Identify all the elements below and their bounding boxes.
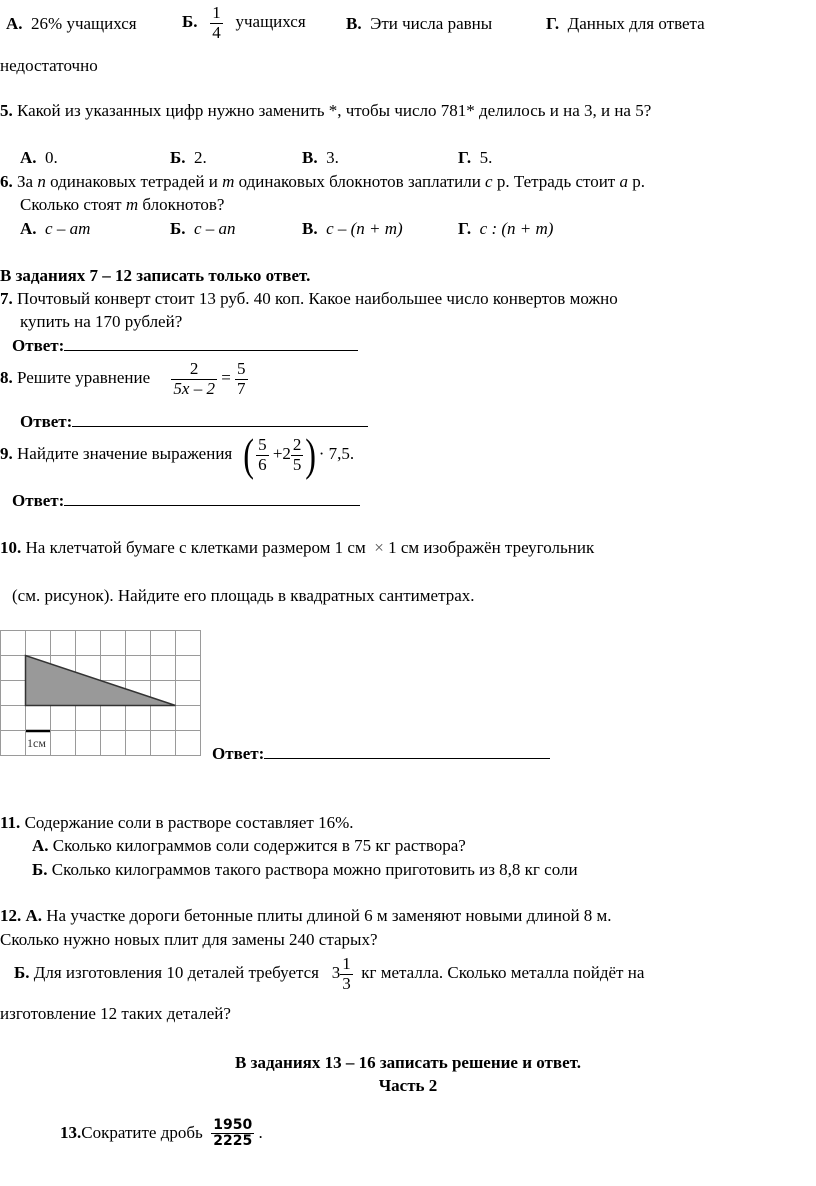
question-8: 8. Решите уравнение $\frac{2}{5x - 2}$ = $\frac{5}{7}$	[0, 359, 246, 398]
triangle-grid-figure	[0, 630, 202, 760]
q4-option-b: Б. $\frac{1}{4}$ учащихся	[182, 3, 306, 42]
fraction: $\frac{1950}{2225}$	[213, 1117, 253, 1150]
section-heading-13-16: В заданиях 13 – 16 записать решение и ответ.	[235, 1053, 581, 1072]
q6-option-v: В. с – (n + m)	[302, 219, 403, 238]
question-12-a: 12. А. На участке дороги бетонные плиты длиной 6 м заменяют новыми длиной 8 м.	[0, 906, 612, 925]
question-9: 9. Найдите значение выражения ( $\frac{5}{6}$ +2 $\frac{2}{5}$ ) · 7,5.	[0, 429, 355, 480]
question-10-line2: (см. рисунок). Найдите его площадь в квадратных сантиметрах.	[12, 586, 475, 605]
q5-option-b: Б. 2.	[170, 148, 207, 167]
question-7: 7. Почтовый конверт стоит 13 руб. 40 коп. Какое наибольшее число конвертов можно	[0, 289, 618, 308]
answer-line[interactable]	[72, 425, 368, 427]
q5-option-g: Г. 5.	[458, 148, 493, 167]
answer-7: Ответ:	[12, 336, 358, 356]
question-6: 6. За n одинаковых тетрадей и m одинаковых блокнотов заплатили с р. Тетрадь стоит а р.	[0, 172, 645, 191]
fraction-left: $\frac{2}{5x - 2}$	[173, 359, 215, 398]
q6-option-a: А. с – аm	[20, 219, 91, 238]
answer-line[interactable]	[264, 757, 550, 759]
answer-line[interactable]	[64, 504, 360, 506]
q6-option-g: Г. с : (n + m)	[458, 219, 554, 238]
question-5: 5. Какой из указанных цифр нужно заменить *, чтобы число 781* делилось и на 3, и на 5?	[0, 101, 652, 120]
answer-10: Ответ:	[212, 744, 550, 764]
question-11-a: А. Сколько килограммов соли содержится в 75 кг раствора?	[32, 836, 466, 855]
q5-option-a: А. 0.	[20, 148, 58, 167]
part-2-heading: Часть 2	[378, 1076, 438, 1095]
question-10: 10. На клетчатой бумаге с клетками размером 1 см × 1 см изображён треугольник	[0, 538, 595, 557]
section-heading-7-12: В заданиях 7 – 12 записать только ответ.	[0, 266, 311, 285]
question-13: 13.Сократите дробь $\frac{1950}{2225}$ .	[60, 1117, 263, 1150]
question-12-b-line2: изготовление 12 таких деталей?	[0, 1004, 231, 1023]
q4-option-v: В. Эти числа равны	[346, 14, 493, 33]
answer-8: Ответ:	[20, 412, 368, 432]
question-7-line2: купить на 170 рублей?	[20, 312, 183, 331]
q4-option-g: Г. Данных для ответа	[546, 14, 705, 33]
q5-option-v: В. 3.	[302, 148, 339, 167]
answer-9: Ответ:	[12, 491, 360, 511]
question-11-b: Б. Сколько килограммов такого раствора можно приготовить из 8,8 кг соли	[32, 860, 578, 879]
question-11: 11. Содержание соли в растворе составляет 16%.	[0, 813, 354, 832]
fraction: $\frac{1}{4}$	[212, 3, 221, 42]
question-12-a-line2: Сколько нужно новых плит для замены 240 старых?	[0, 930, 378, 949]
fraction-right: $\frac{5}{7}$	[237, 359, 246, 398]
question-12-b: Б. Для изготовления 10 деталей требуется 3 $\frac{1}{3}$ кг металла. Сколько металла пойдёт на	[14, 954, 645, 993]
question-6-line2: Сколько стоят m блокнотов?	[20, 195, 225, 214]
q4-options: А. 26% учащихся	[6, 14, 137, 33]
scale-label: 1см	[27, 736, 46, 750]
q4-option-g-continued: недостаточно	[0, 56, 98, 75]
answer-line[interactable]	[64, 349, 358, 351]
q6-option-b: Б. с – аn	[170, 219, 236, 238]
